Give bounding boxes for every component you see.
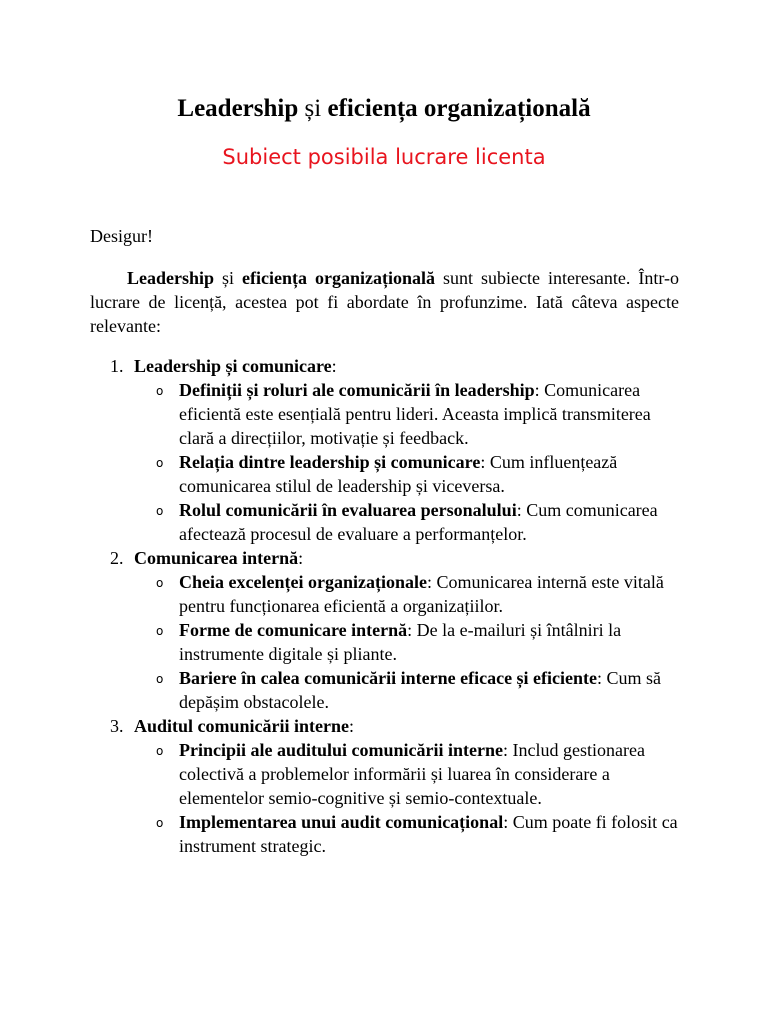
bullet-item [134,450,679,498]
section-item [90,546,679,714]
circle-bullet-icon: o [156,504,164,518]
bullet-term: Forme de comunicare internă [179,620,408,640]
circle-bullet-icon: o [156,576,164,590]
section-suffix: : [331,356,337,376]
bullet-description: : Comunicarea eficientă este esențială pentru lideri. Aceasta implică transmiterea clară a direcțiilor, motivație și feedback. [179,380,651,448]
document-title [0,92,768,126]
bullet-term: Relația dintre leadership și comunicare [179,452,481,472]
intro-conjunction: și [214,268,243,288]
bullet-term: Cheia excelenței organizaționale [179,572,427,592]
bullet-description: : Cum comunicarea afectează procesul de evaluare a performanțelor. [179,500,658,544]
intro-paragraph [90,266,679,338]
bullet-description: : De la e-mailuri și întâlniri la instrumente digitale și pliante. [179,620,622,664]
greeting-paragraph: Desigur! [90,226,153,246]
bullet-list [134,378,679,546]
bullet-item [134,570,679,618]
section-heading: Auditul comunicării interne [134,716,349,736]
bullet-item [134,666,679,714]
title-conjunction: și [298,95,328,122]
intro-bold-leadership: Leadership [127,268,215,288]
bullet-description: : Cum să depășim obstacolele. [179,668,662,712]
section-suffix: : [298,548,304,568]
section-item [90,354,679,546]
document-body [90,224,679,858]
intro-bold-efficiency: eficiența organizațională [242,268,435,288]
section-item [90,714,679,858]
bullet-description: : Comunicarea internă este vitală pentru funcționarea eficientă a organizațiilor. [179,572,664,616]
bullet-term: Rolul comunicării în evaluarea personalului [179,500,517,520]
title-bold-leadership: Leadership [177,95,299,122]
intro-text: sunt subiecte interesante. Într-o lucrare de licență, acestea pot fi abordate în profunzime. Iată câteva aspecte relevante: [90,268,680,336]
section-number: 1. [110,356,124,376]
title-bold-efficiency: eficiența organizațională [327,95,591,122]
bullet-description: : Cum influențează comunicarea stilul de leadership și viceversa. [179,452,618,496]
circle-bullet-icon: o [156,624,164,638]
document-subtitle: Subiect posibila lucrare licenta [222,145,546,169]
bullet-list [134,570,679,714]
section-heading: Comunicarea internă [134,548,299,568]
bullet-item [134,378,679,450]
bullet-description: : Cum poate fi folosit ca instrument strategic. [179,812,678,856]
bullet-description: : Includ gestionarea colectivă a problemelor informării și luarea în considerare a elementelor semio-cognitive și semio-contextuale. [179,740,645,808]
bullet-term: Principii ale auditului comunicării interne [179,740,503,760]
bullet-list [134,738,679,858]
circle-bullet-icon: o [156,384,164,398]
section-heading: Leadership și comunicare [134,356,332,376]
circle-bullet-icon: o [156,744,164,758]
bullet-term: Implementarea unui audit comunicațional [179,812,504,832]
circle-bullet-icon: o [156,456,164,470]
bullet-item [134,810,679,858]
circle-bullet-icon: o [156,672,164,686]
bullet-term: Bariere în calea comunicării interne eficace și eficiente [179,668,598,688]
numbered-list [90,354,679,858]
circle-bullet-icon: o [156,816,164,830]
section-number: 3. [110,716,124,736]
section-number: 2. [110,548,124,568]
bullet-term: Definiții și roluri ale comunicării în leadership [179,380,535,400]
bullet-item [134,618,679,666]
bullet-item [134,738,679,810]
bullet-item [134,498,679,546]
section-suffix: : [349,716,355,736]
